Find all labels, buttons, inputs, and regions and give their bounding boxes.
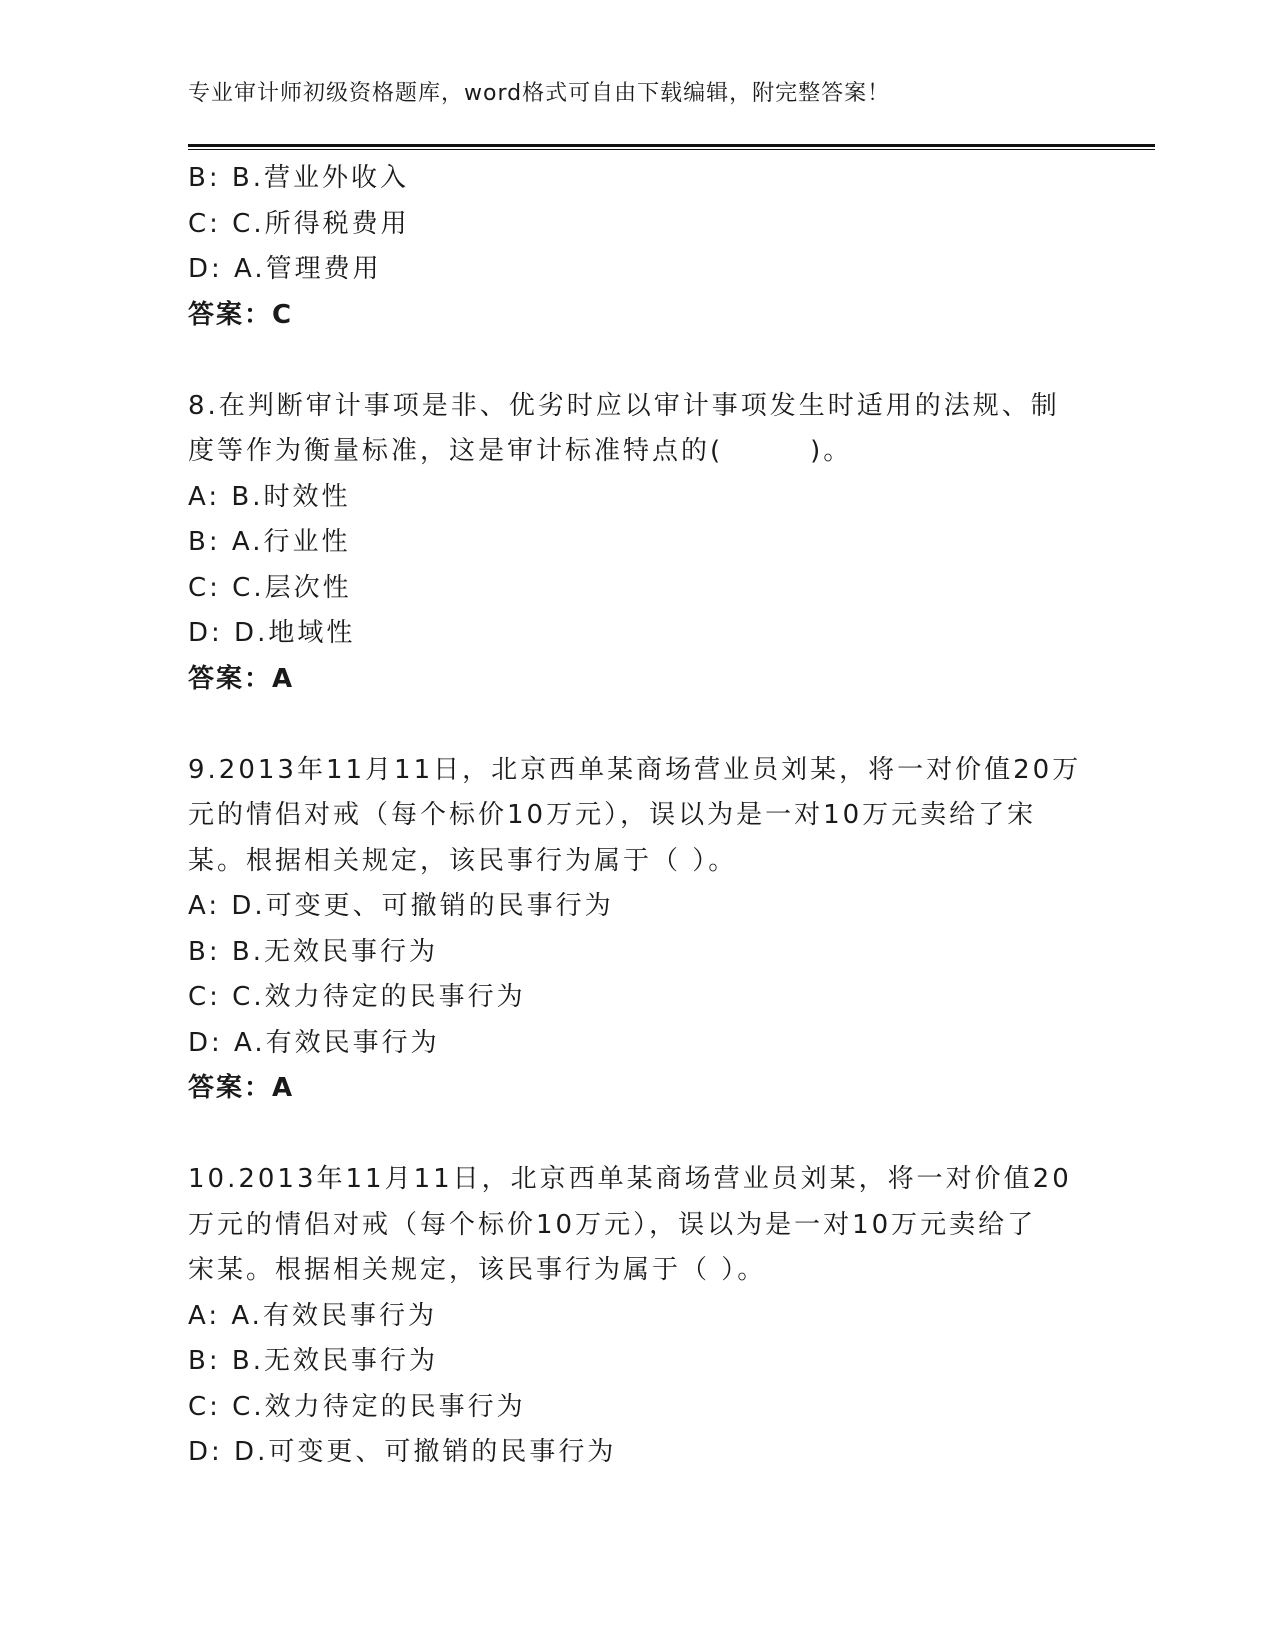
option-c: C: C.效力待定的民事行为: [188, 1391, 526, 1422]
question-stem-line: 8.在判断审计事项是非、优劣时应以审计事项发生时适用的法规、制: [188, 390, 1060, 421]
question-stem-line: 10.2013年11月11日，北京西单某商场营业员刘某，将一对价值20: [188, 1164, 1072, 1194]
spacer: [188, 1112, 1088, 1158]
option-b: B: A.行业性: [188, 527, 351, 557]
answer-line: 答案：A: [188, 1073, 295, 1103]
header-divider: [188, 144, 1155, 150]
answer-line: 答案：C: [188, 299, 294, 330]
question-10: [188, 1157, 1088, 1476]
spacer: [188, 702, 1088, 748]
option-c: C: C.所得税费用: [188, 208, 410, 239]
question-stem-line: 万元的情侣对戒（每个标价10万元），误以为是一对10万元卖给了: [188, 1209, 1037, 1240]
previous-question-fragment: [188, 156, 1088, 338]
question-stem-line: 度等作为衡量标准，这是审计标准特点的( )。: [188, 436, 853, 466]
option-d: D: A.有效民事行为: [188, 1027, 440, 1058]
spacer: [188, 338, 1088, 384]
option-b: B: B.无效民事行为: [188, 936, 438, 967]
option-a: A: A.有效民事行为: [188, 1300, 437, 1331]
question-stem-line: 某。根据相关规定，该民事行为属于（ ）。: [188, 845, 738, 876]
option-d: D: D.可变更、可撤销的民事行为: [188, 1437, 617, 1467]
option-d: D: A.管理费用: [188, 254, 382, 284]
page-header: 专业审计师初级资格题库，word格式可自由下载编辑，附完整答案！: [188, 81, 891, 106]
question-stem-line: 9.2013年11月11日，北京西单某商场营业员刘某，将一对价值20万: [188, 754, 1082, 785]
option-b: B: B.营业外收入: [188, 163, 409, 193]
option-c: C: C.效力待定的民事行为: [188, 982, 526, 1012]
question-stem-line: 宋某。根据相关规定，该民事行为属于（ ）。: [188, 1255, 767, 1285]
option-c: C: C.层次性: [188, 572, 352, 603]
question-9: [188, 748, 1088, 1112]
answer-line: 答案：A: [188, 663, 295, 694]
option-d: D: D.地域性: [188, 618, 356, 648]
option-a: A: B.时效性: [188, 481, 351, 512]
option-a: A: D.可变更、可撤销的民事行为: [188, 891, 614, 921]
question-8: [188, 384, 1088, 703]
option-b: B: B.无效民事行为: [188, 1346, 438, 1376]
question-stem-line: 元的情侣对戒（每个标价10万元），误以为是一对10万元卖给了宋: [188, 800, 1037, 830]
document-body: [188, 156, 1088, 1476]
